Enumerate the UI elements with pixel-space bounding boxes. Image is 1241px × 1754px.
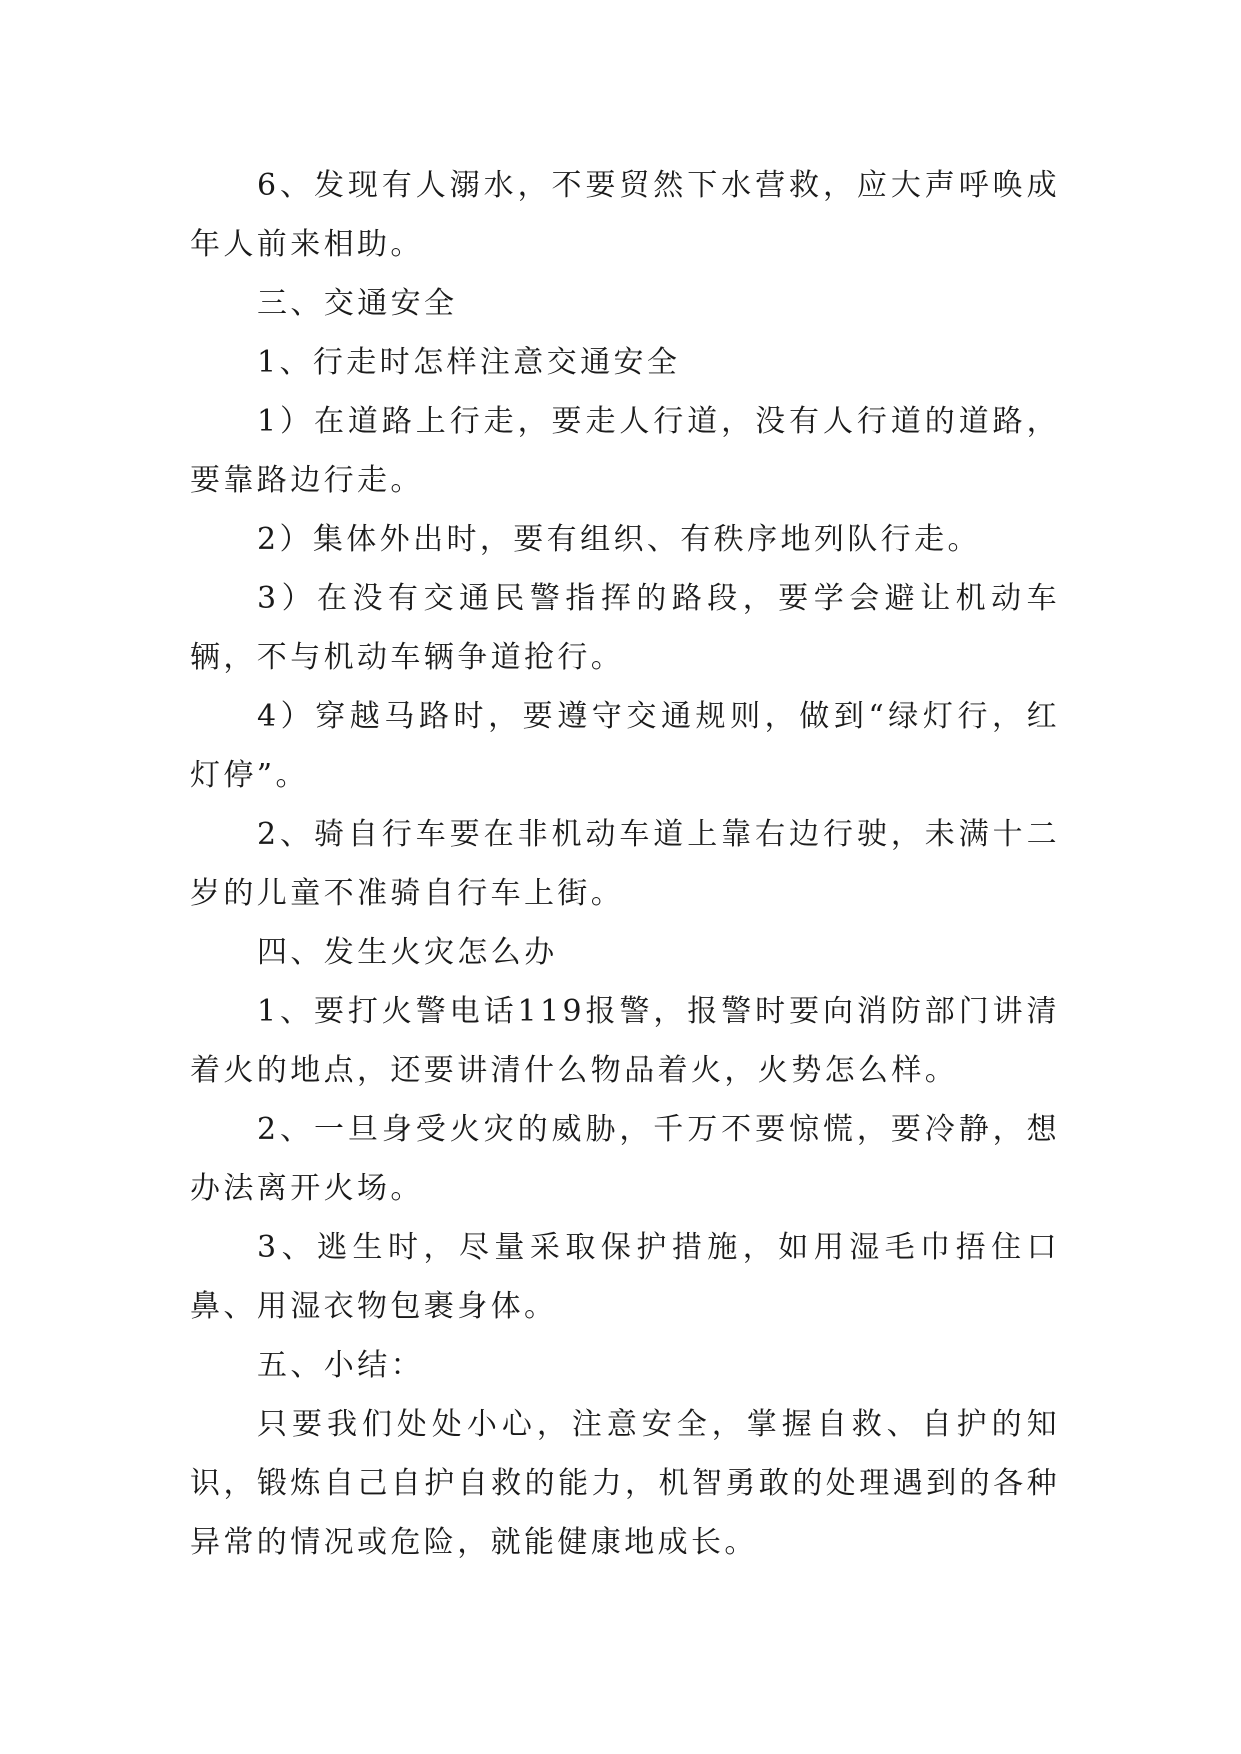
paragraph-summary: 只要我们处处小心，注意安全，掌握自救、自护的知识，锻炼自己自护自救的能力，机智勇敢的处理遇到的各种异常的情况或危险，就能健康地成长。 — [190, 1407, 1060, 1560]
paragraph-escape-protection: 3、逃生时，尽量采取保护措施，如用湿毛巾捂住口鼻、用湿衣物包裹身体。 — [190, 1230, 1060, 1324]
heading-fire: 四、发生火灾怎么办 — [257, 935, 558, 970]
heading-traffic-safety: 三、交通安全 — [257, 286, 458, 321]
paragraph-group-outing: 2）集体外出时，要有组织、有秩序地列队行走。 — [257, 522, 981, 557]
paragraph-stay-calm: 2、一旦身受火灾的威胁，千万不要惊慌，要冷静，想办法离开火场。 — [190, 1112, 1060, 1206]
document-body — [190, 156, 1060, 1572]
paragraph-yield-vehicles: 3）在没有交通民警指挥的路段，要学会避让机动车辆，不与机动车辆争道抢行。 — [190, 581, 1060, 675]
paragraph-walk-sidewalk: 1）在道路上行走，要走人行道，没有人行道的道路，要靠路边行走。 — [190, 404, 1060, 498]
paragraph-bicycle: 2、骑自行车要在非机动车道上靠右边行驶，未满十二岁的儿童不准骑自行车上街。 — [190, 817, 1060, 911]
paragraph-drowning-rescue: 6、发现有人溺水，不要贸然下水营救，应大声呼唤成年人前来相助。 — [190, 168, 1060, 262]
subheading-walking-safety: 1、行走时怎样注意交通安全 — [257, 345, 681, 380]
paragraph-call-119: 1、要打火警电话119报警，报警时要向消防部门讲清着火的地点，还要讲清什么物品着火，火势怎么样。 — [190, 994, 1060, 1088]
heading-summary: 五、小结： — [257, 1348, 424, 1383]
paragraph-cross-road: 4）穿越马路时，要遵守交通规则，做到“绿灯行，红灯停”。 — [190, 699, 1060, 793]
